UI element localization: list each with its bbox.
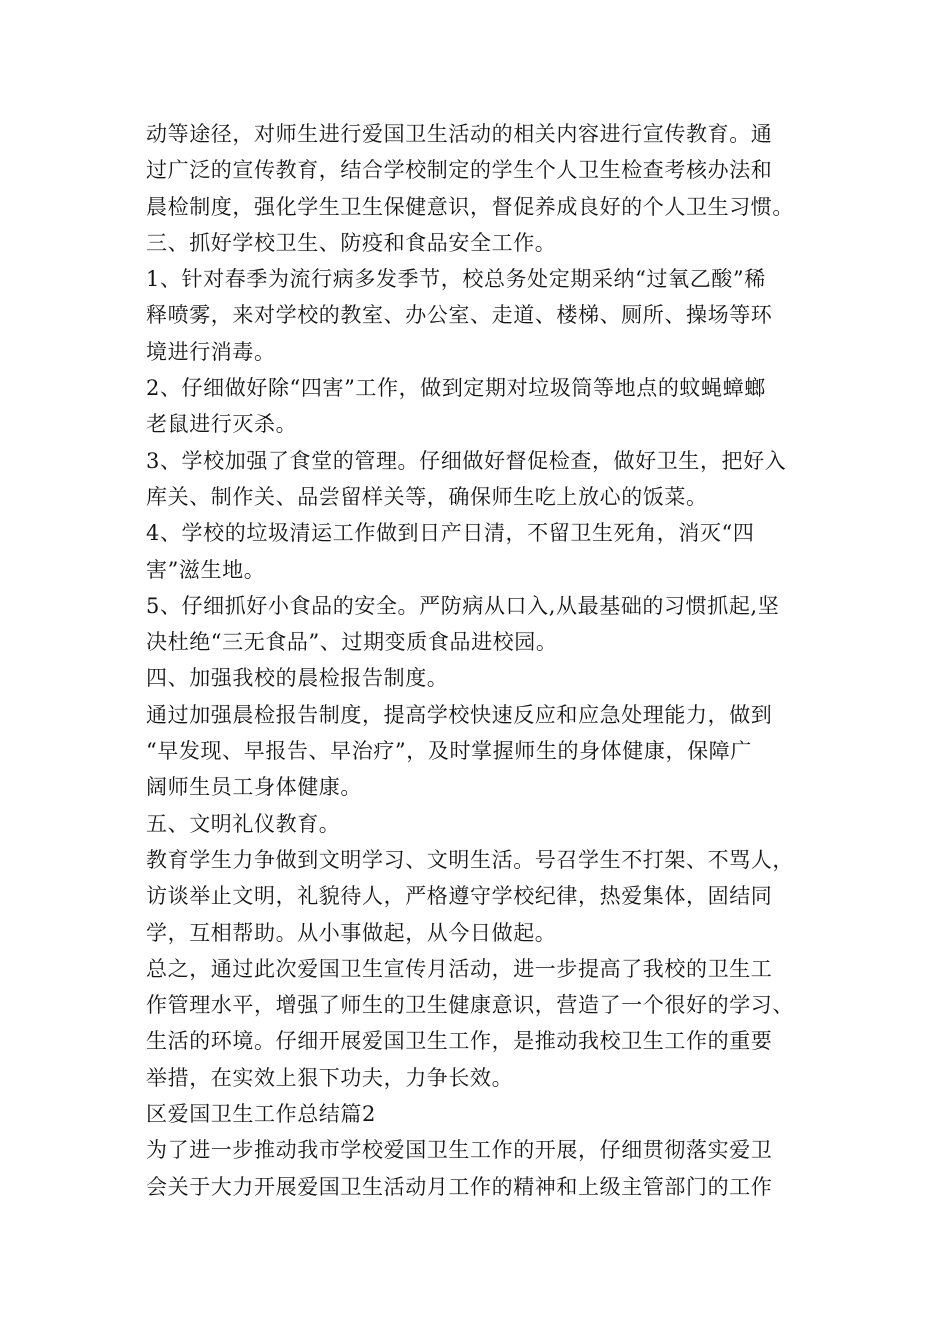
text-line: 3、学校加强了食堂的管理。仔细做好督促检查，做好卫生，把好入 — [146, 448, 787, 473]
text-line: 释喷雾，来对学校的教室、办公室、走道、楼梯、厕所、操场等环 — [146, 303, 773, 328]
text-line: 阔师生员工身体健康。 — [146, 775, 362, 800]
section-heading: 五、文明礼仪教育。 — [146, 811, 341, 836]
text-line: “早发现、早报告、早治疗”，及时掌握师生的身体健康，保障广 — [146, 739, 752, 764]
text-line: 过广泛的宣传教育，结合学校制定的学生个人卫生检查考核办法和 — [146, 158, 773, 183]
text-line: 老鼠进行灭杀。 — [146, 412, 298, 437]
text-line: 库关、制作关、品尝留样关等，确保师生吃上放心的饭菜。 — [146, 484, 708, 509]
text-line: 境进行消毒。 — [146, 339, 276, 364]
text-line: 1、针对春季为流行病多发季节，校总务处定期采纳“过氧乙酸”稀 — [146, 267, 766, 292]
text-line: 会关于大力开展爱国卫生活动月工作的精神和上级主管部门的工作 — [146, 1174, 773, 1199]
text-line: 2、仔细做好除“四害”工作，做到定期对垃圾筒等地点的蚊蝇蟑螂 — [146, 376, 766, 401]
text-line: 决杜绝“三无食品”、过期变质食品进校园。 — [146, 630, 558, 655]
text-line: 学，互相帮助。从小事做起，从今日做起。 — [146, 920, 557, 945]
text-line: 总之，通过此次爱国卫生宣传月活动，进一步提高了我校的卫生工 — [146, 956, 773, 981]
text-line: 生活的环境。仔细开展爱国卫生工作，是推动我校卫生工作的重要 — [146, 1029, 773, 1054]
document-body — [146, 116, 818, 1205]
text-line: 为了进一步推动我市学校爱国卫生工作的开展，仔细贯彻落实爱卫 — [146, 1138, 773, 1163]
text-line: 通过加强晨检报告制度，提高学校快速反应和应急处理能力，做到 — [146, 702, 773, 727]
text-line: 动等途径，对师生进行爱国卫生活动的相关内容进行宣传教育。通 — [146, 122, 773, 146]
text-line: 教育学生力争做到文明学习、文明生活。号召学生不打架、不骂人， — [146, 847, 794, 872]
section-title: 区爱国卫生工作总结篇2 — [146, 1102, 376, 1127]
text-line: 害”滋生地。 — [146, 557, 266, 582]
text-line: 访谈举止文明，礼貌待人，严格遵守学校纪律，热爱集体，固结同 — [146, 884, 773, 909]
text-line: 4、学校的垃圾清运工作做到日产日清，不留卫生死角，消灭“四 — [146, 521, 755, 546]
section-heading: 三、抓好学校卫生、防疫和食品安全工作。 — [146, 230, 557, 255]
text-line: 举措，在实效上狠下功夫，力争长效。 — [146, 1065, 514, 1090]
text-line: 晨检制度，强化学生卫生保健意识，督促养成良好的个人卫生习惯。 — [146, 194, 794, 219]
text-line: 作管理水平，增强了师生的卫生健康意识，营造了一个很好的学习、 — [146, 993, 794, 1018]
section-heading: 四、加强我校的晨检报告制度。 — [146, 666, 449, 691]
text-line: 5、仔细抓好小食品的安全。严防病从口入,从最基础的习惯抓起,坚 — [146, 593, 780, 618]
